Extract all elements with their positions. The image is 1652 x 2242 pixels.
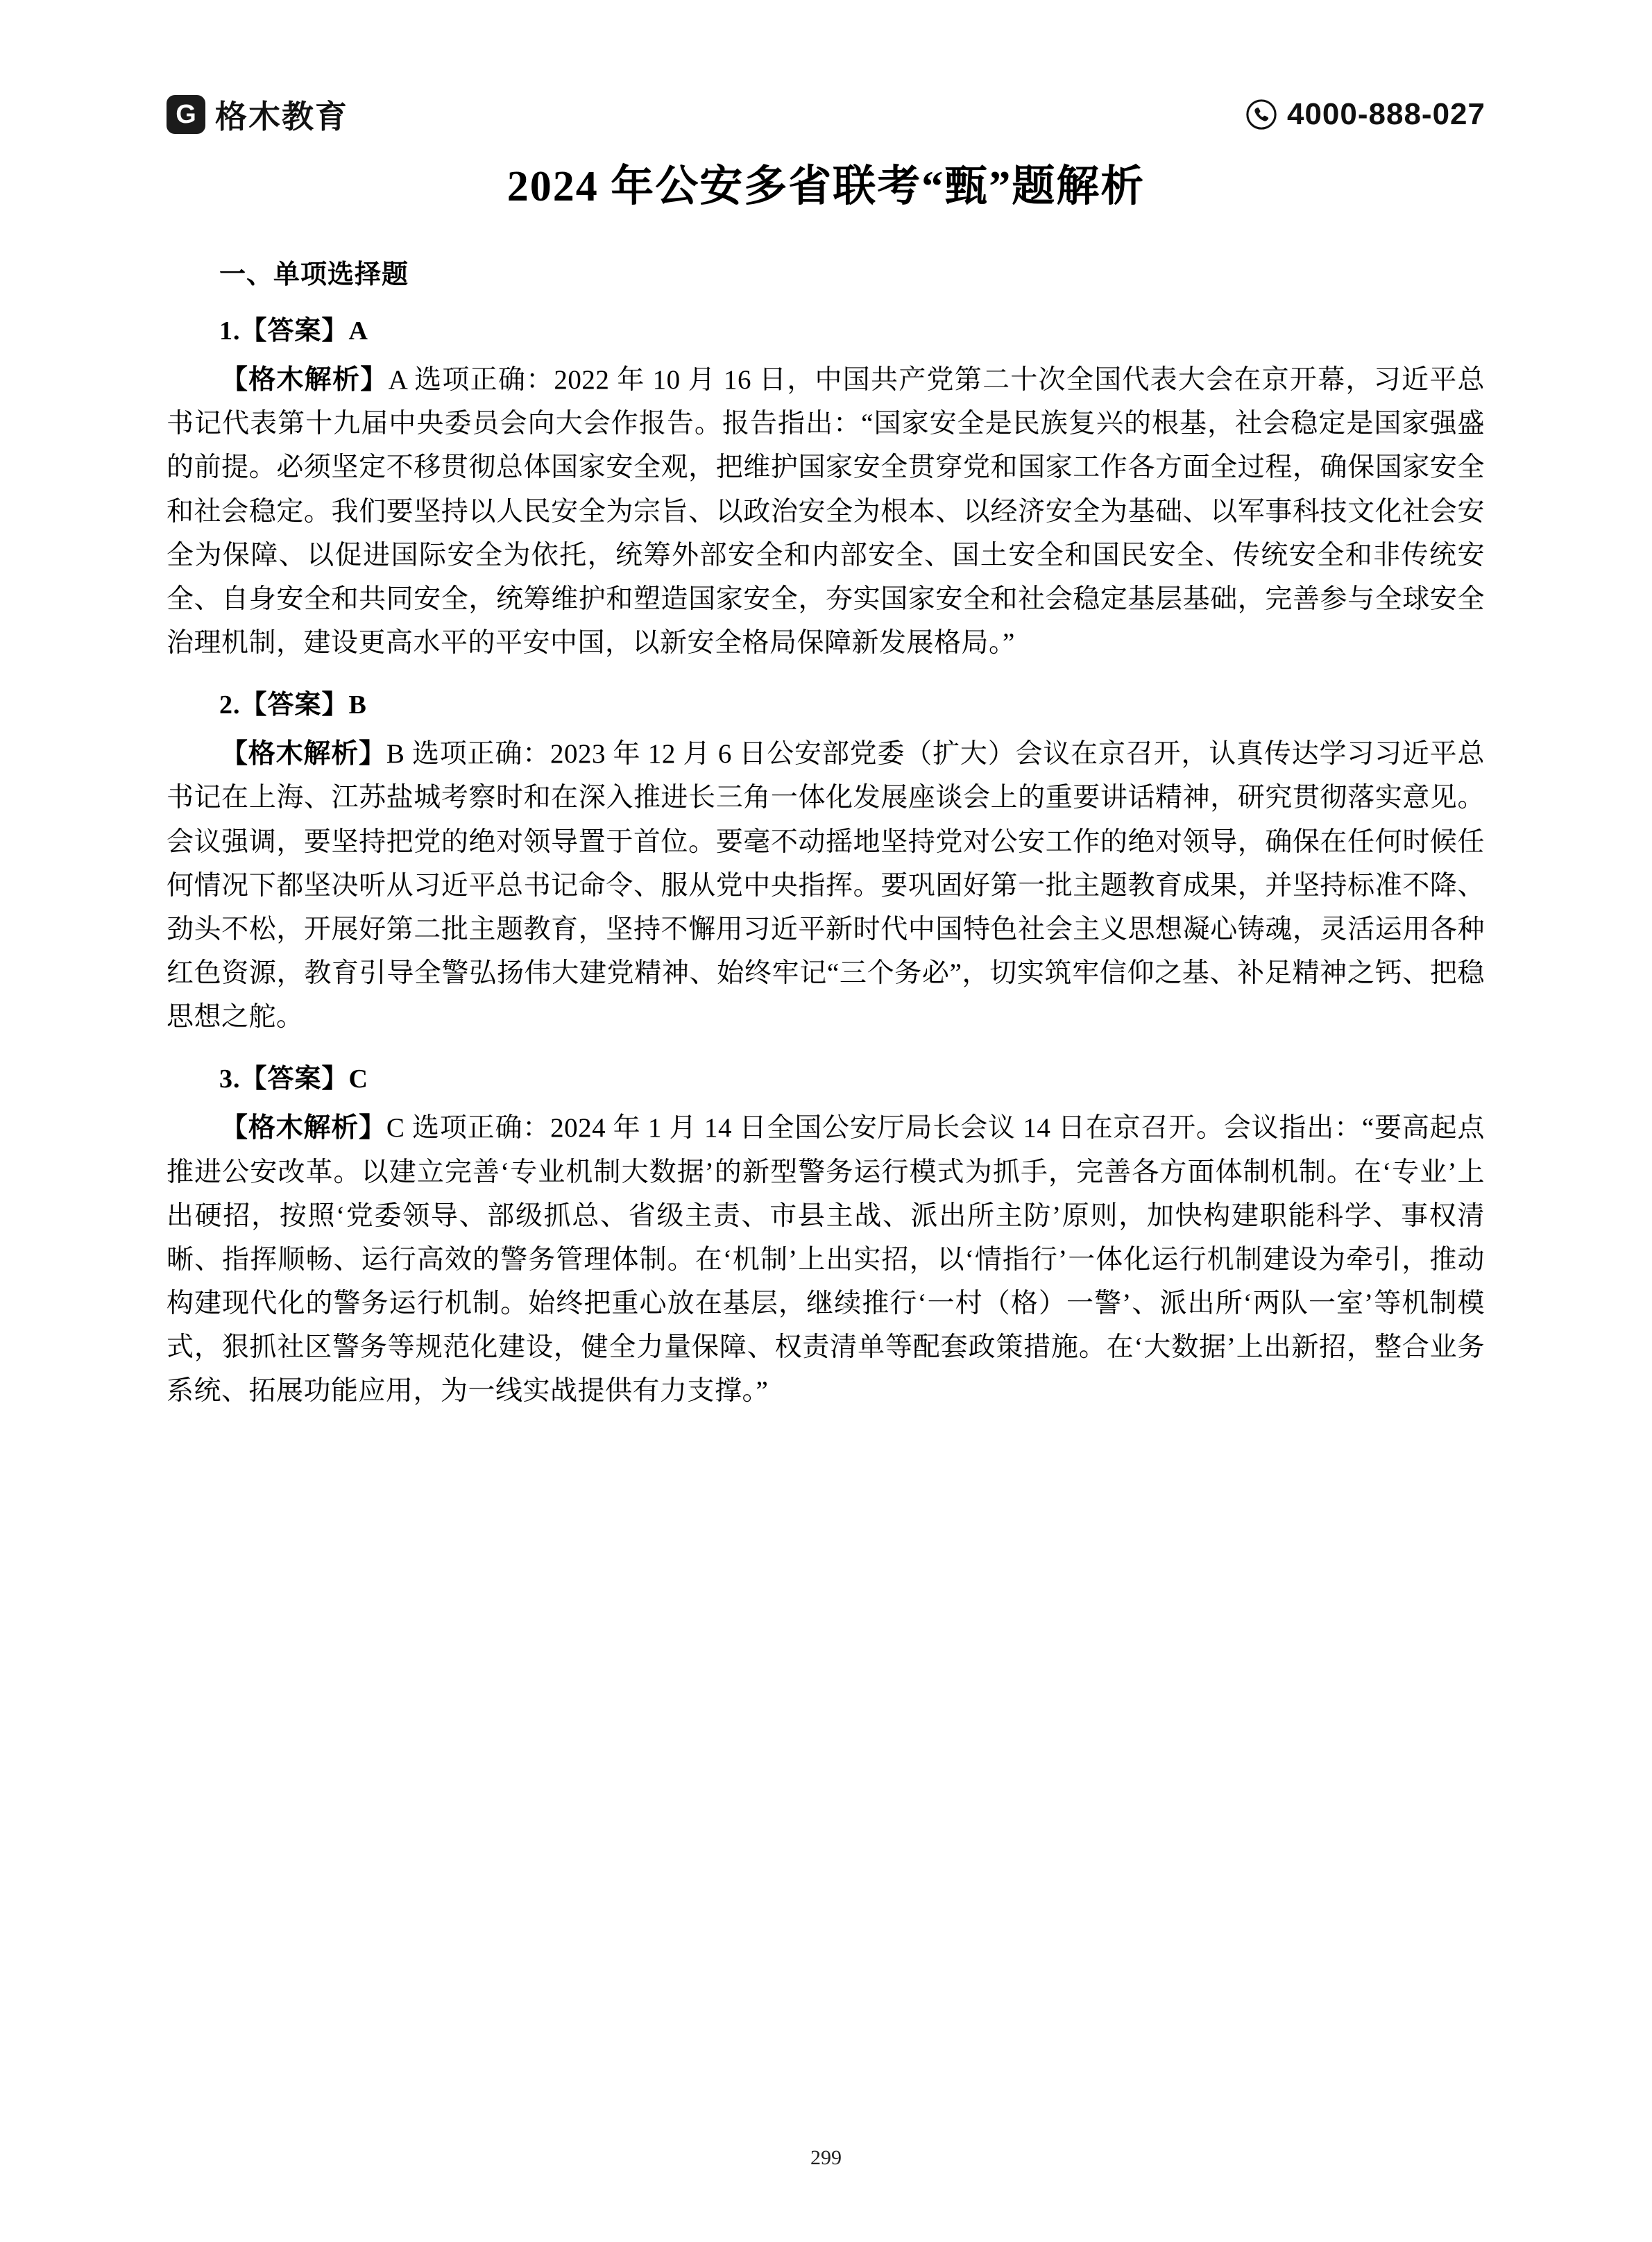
question-number: 2.【答案】B <box>219 690 367 720</box>
brand-logo <box>167 92 348 137</box>
brand-mark-icon: G <box>167 95 205 134</box>
question-analysis <box>167 358 1485 665</box>
document-body <box>167 236 1485 1422</box>
question-analysis <box>167 1106 1485 1413</box>
page-header <box>167 83 1485 146</box>
section-heading: 一、单项选择题 <box>219 260 409 289</box>
phone-number: 4000-888-027 <box>1286 97 1485 131</box>
question-analysis <box>167 732 1485 1039</box>
page-number: 299 <box>810 2146 842 2169</box>
page-title: 2024 年公安多省联考“甄”题解析 <box>506 163 1146 210</box>
brand-name: 格木教育 <box>215 99 348 135</box>
phone-icon <box>1245 99 1277 130</box>
contact-phone <box>1245 97 1485 132</box>
analysis-label: 【格木解析】 <box>221 739 386 770</box>
question-number: 1.【答案】A <box>219 316 368 346</box>
analysis-text: C 选项正确：2024 年 1 月 14 日全国公安厅局长会议 14 日在京召开。会议指出：“要高起点推进公安改革。以建立完善‘专业机制大数据’的新型警务运行模式为抓手，完善各方面体制机制。在‘专业’上出硬招，按照‘党委领导、部级抓总、省级主责、市县主战、派出所主防’原则，加快构建职能科学、事权清晰、指挥顺畅、运行高效的警务管理体制。在‘机制’上出实招，以‘情指行’一体化运行机制建设为牵引，推动构建现代化的警务运行机制。始终把重心放在基层，继续推行‘一村（格）一警’、派出所‘两队一室’等机制模式，狠抓社区警务等规范化建设，健全力量保障、权责清单等配套政策措施。在‘大数据’上出新招，整合业务系统、拓展功能应用，为一线实战提供有力支撑。” <box>167 1113 1485 1407</box>
analysis-label: 【格木解析】 <box>221 1113 386 1144</box>
analysis-label: 【格木解析】 <box>221 365 389 395</box>
analysis-text: A 选项正确：2022 年 10 月 16 日，中国共产党第二十次全国代表大会在京开幕，习近平总书记代表第十九届中央委员会向大会作报告。报告指出：“国家安全是民族复兴的根基，社会稳定是国家强盛的前提。必须坚定不移贯彻总体国家安全观，把维护国家安全贯穿党和国家工作各方面全过程，确保国家安全和社会稳定。我们要坚持以人民安全为宗旨、以政治安全为根本、以经济安全为基础、以军事科技文化社会安全为保障、以促进国际安全为依托，统筹外部安全和内部安全、国土安全和国民安全、传统安全和非传统安全、自身安全和共同安全，统筹维护和塑造国家安全，夯实国家安全和社会稳定基层基础，完善参与全球安全治理机制，建设更高水平的平安中国，以新安全格局保障新发展格局。” <box>167 365 1485 659</box>
analysis-text: B 选项正确：2023 年 12 月 6 日公安部党委（扩大）会议在京召开，认真传达学习习近平总书记在上海、江苏盐城考察时和在深入推进长三角一体化发展座谈会上的重要讲话精神，研究贯彻落实意见。会议强调，要坚持把党的绝对领导置于首位。要毫不动摇地坚持党对公安工作的绝对领导，确保在任何时候任何情况下都坚决听从习近平总书记命令、服从党中央指挥。要巩固好第一批主题教育成果，并坚持标准不降、劲头不松，开展好第二批主题教育，坚持不懈用习近平新时代中国特色社会主义思想凝心铸魂，灵活运用各种红色资源，教育引导全警弘扬伟大建党精神、始终牢记“三个务必”，切实筑牢信仰之基、补足精神之钙、把稳思想之舵。 <box>167 739 1485 1033</box>
question-number: 3.【答案】C <box>219 1064 368 1094</box>
